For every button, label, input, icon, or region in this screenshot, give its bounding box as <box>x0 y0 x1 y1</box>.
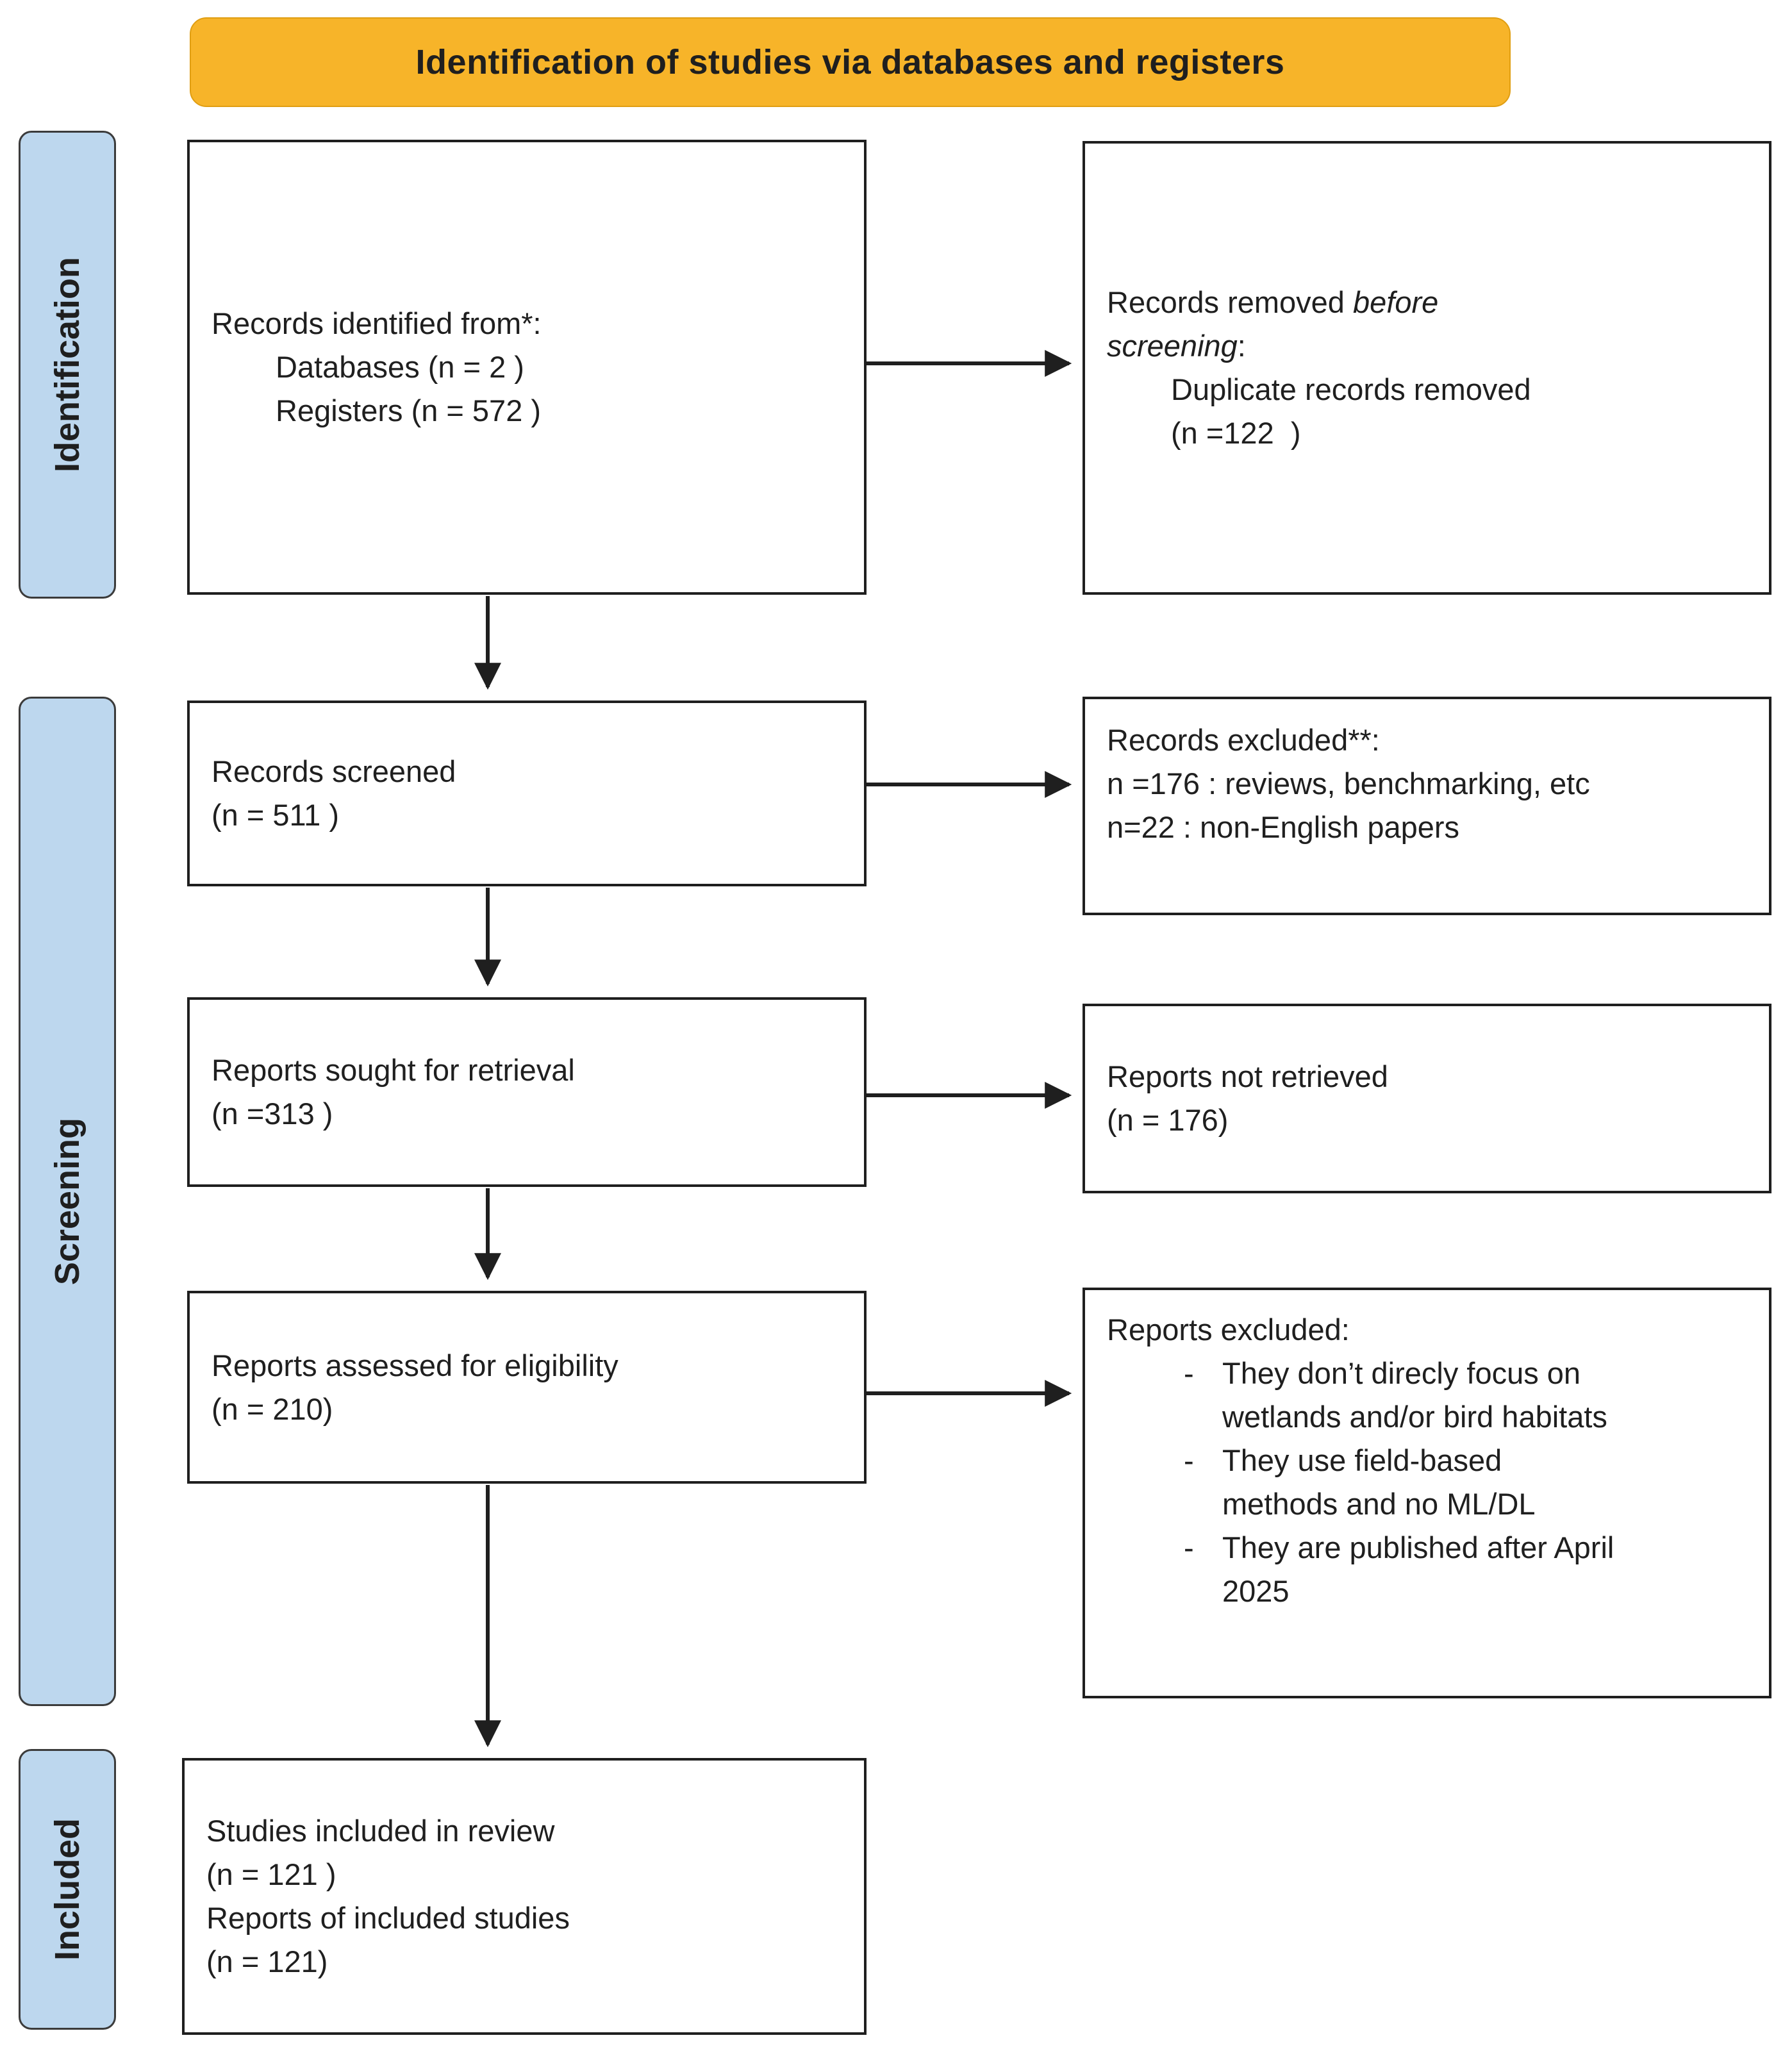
reports-sought-count: (n =313 ) <box>212 1097 333 1131</box>
box-reports-sought <box>187 997 867 1187</box>
box-reports-excluded <box>1083 1288 1771 1698</box>
box-records-removed <box>1083 141 1771 595</box>
records-screened-count: (n = 511 ) <box>212 798 339 832</box>
records-identified-databases: Databases (n = 2 ) <box>276 350 524 384</box>
records-identified-heading: Records identified from*: <box>212 306 542 340</box>
reports-excluded-bullet-2 <box>1107 1439 1747 1526</box>
stage-label-identification <box>19 131 116 599</box>
box-studies-included <box>182 1758 867 2035</box>
stage-label-screening <box>19 697 116 1706</box>
records-removed-heading-italic: before screening <box>1107 285 1447 363</box>
records-excluded-heading: Records excluded**: <box>1107 723 1380 757</box>
box-reports-assessed <box>187 1291 867 1484</box>
reports-not-retrieved-count: (n = 176) <box>1107 1103 1229 1137</box>
studies-included-line2: Reports of included studies <box>206 1901 570 1935</box>
records-excluded-reason2: n=22 : non-English papers <box>1107 810 1460 844</box>
box-records-identified <box>187 140 867 595</box>
records-removed-heading <box>1107 281 1556 368</box>
reports-assessed-count: (n = 210) <box>212 1391 333 1426</box>
reports-excluded-bullet-3 <box>1107 1526 1747 1613</box>
reports-sought-line1: Reports sought for retrieval <box>212 1053 575 1087</box>
reports-excluded-reason-2: They use field-based methods and no ML/DL <box>1222 1443 1536 1521</box>
stage-label-identification-text: Identification <box>48 257 87 472</box>
records-identified-registers: Registers (n = 572 ) <box>276 394 542 427</box>
records-removed-duplicates: Duplicate records removed <box>1171 372 1531 406</box>
stage-label-included-text: Included <box>48 1818 87 1961</box>
reports-not-retrieved-line1: Reports not retrieved <box>1107 1059 1388 1093</box>
stage-label-screening-text: Screening <box>48 1117 87 1286</box>
diagram-title: Identification of studies via databases and registers <box>415 43 1285 81</box>
bullet-dash-icon: - <box>1184 1530 1194 1564</box>
records-removed-count: (n =122 ) <box>1171 416 1301 450</box>
box-reports-not-retrieved <box>1083 1004 1771 1193</box>
reports-assessed-line1: Reports assessed for eligibility <box>212 1348 618 1382</box>
records-excluded-reason1: n =176 : reviews, benchmarking, etc <box>1107 767 1590 800</box>
bullet-dash-icon: - <box>1184 1443 1194 1477</box>
reports-excluded-heading: Reports excluded: <box>1107 1313 1350 1347</box>
records-removed-heading-plain: Records removed <box>1107 285 1353 319</box>
bullet-dash-icon: - <box>1184 1356 1194 1390</box>
stage-label-included <box>19 1749 116 2030</box>
reports-excluded-reason-1: They don’t direcly focus on wetlands and/or bird habitats <box>1222 1356 1607 1434</box>
diagram-title-banner <box>190 17 1511 107</box>
records-removed-heading-suffix: : <box>1237 329 1246 363</box>
studies-included-count2: (n = 121) <box>206 1944 328 1978</box>
reports-excluded-reason-3: They are published after April 2025 <box>1222 1530 1614 1608</box>
studies-included-count1: (n = 121 ) <box>206 1857 336 1891</box>
box-records-excluded <box>1083 697 1771 915</box>
records-screened-line1: Records screened <box>212 754 456 788</box>
reports-excluded-bullet-1 <box>1107 1352 1747 1439</box>
studies-included-line1: Studies included in review <box>206 1814 555 1848</box>
box-records-screened <box>187 701 867 886</box>
